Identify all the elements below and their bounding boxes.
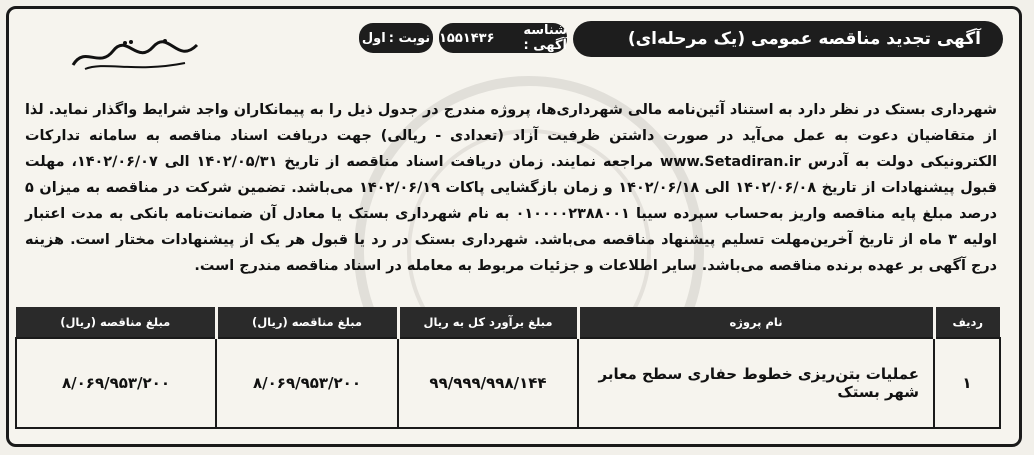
- header-row-number: ردیف: [934, 307, 1000, 338]
- cell-amount-1: ۸/۰۶۹/۹۵۳/۲۰۰: [216, 338, 398, 428]
- municipality-logo: [65, 35, 205, 75]
- turn-label: نوبت :: [388, 30, 431, 46]
- cell-estimate: ۹۹/۹۹۹/۹۹۸/۱۴۴: [398, 338, 578, 428]
- header-estimate: مبلغ برآورد کل به ریال: [398, 307, 578, 338]
- header-amount-1: مبلغ مناقصه (ریال): [216, 307, 398, 338]
- header-project-name: نام پروژه: [578, 307, 934, 338]
- notice-id-badge: [439, 23, 567, 53]
- cell-amount-2: ۸/۰۶۹/۹۵۳/۲۰۰: [16, 338, 216, 428]
- notice-title: [573, 21, 1003, 57]
- notice-turn-badge: [359, 23, 433, 53]
- turn-value: اول: [361, 30, 386, 46]
- table-header-row: [16, 307, 1000, 338]
- table-row: [16, 338, 1000, 428]
- notice-title-text: آگهی تجدید مناقصه عمومی (یک مرحله‌ای): [627, 29, 981, 49]
- notice-body: [25, 97, 997, 279]
- notice-frame: [6, 6, 1022, 447]
- notice-id-label: شناسه آگهی :: [523, 23, 567, 53]
- notice-id-value: ۱۵۵۱۴۳۶: [439, 30, 495, 46]
- tender-table: [15, 307, 1001, 429]
- notice-paragraph: شهرداری بستک در نظر دارد به استناد آئین‌نامه مالی شهرداری‌ها، پروژه مندرج در جدول ذیل را به پیمانکاران واجد شرایط واگذار نماید. لذا از متقاضیان دعوت به عمل می‌آید در صورت داشتن ظرفیت آزاد (تعدادی - ریالی) جهت دریافت اسناد مناقصه به سامانه تدارکات الکترونیکی دولت به آدرس www.Setadiran.ir مراجعه نمایند. زمان دریافت اسناد مناقصه از تاریخ ۱۴۰۲/۰۵/۳۱ الی ۱۴۰۲/۰۶/۰۷، مهلت قبول پیشنهادات از تاریخ ۱۴۰۲/۰۶/۰۸ الی ۱۴۰۲/۰۶/۱۸ و زمان بازگشایی پاکات ۱۴۰۲/۰۶/۱۹ می‌باشد. تضمین شرکت در مناقصه به میزان ۵ درصد مبلغ پایه مناقصه واریز به‌حساب سپرده سیبا ۰۱۰۰۰۰۲۳۸۸۰۰۱ به نام شهرداری بستک یا معادل آن ضمانت‌نامه بانکی به مدت اعتبار اولیه ۳ ماه از تاریخ آخرین‌مهلت تسلیم پیشنهاد مناقصه می‌باشد. شهرداری بستک در رد یا قبول هر یک از پیشنهادات مختار است. هزینه درج آگهی بر عهده برنده مناقصه می‌باشد. سایر اطلاعات و جزئیات مربوط به معامله در اسناد مناقصه مندرج است.: [25, 102, 998, 274]
- cell-project-name: عملیات بتن‌ریزی خطوط حفاری سطح معابر شهر بستک: [578, 338, 934, 428]
- header-amount-2: مبلغ مناقصه (ریال): [16, 307, 216, 338]
- cell-row-number: ۱: [934, 338, 1000, 428]
